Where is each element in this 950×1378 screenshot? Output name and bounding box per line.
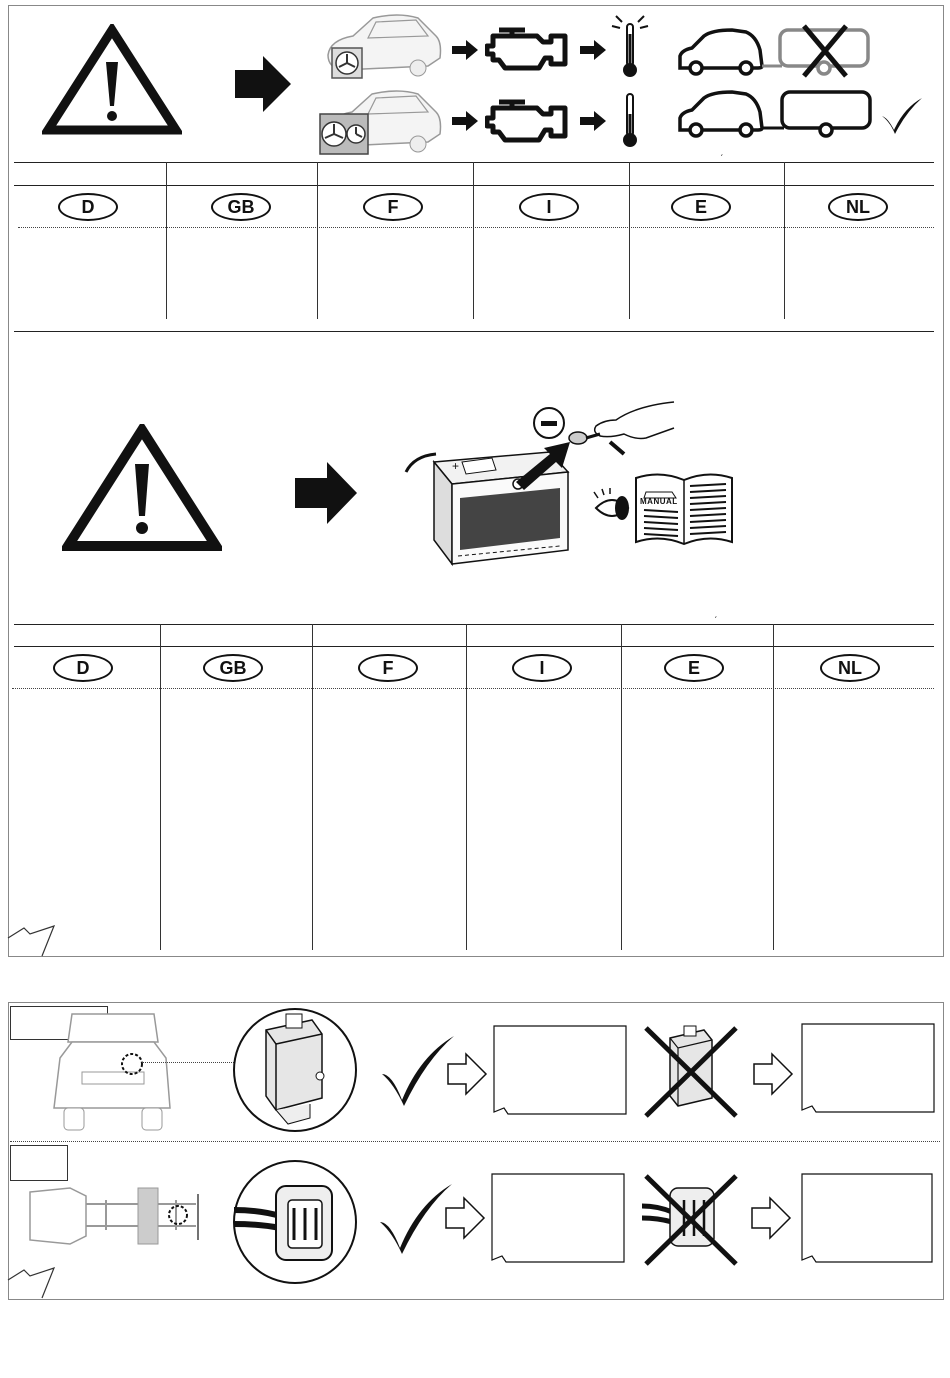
language-badge-f: F — [363, 193, 423, 221]
connector-zoom-icon — [230, 1158, 360, 1286]
checkmark-icon — [880, 96, 924, 136]
small-arrow-icon — [580, 40, 606, 60]
language-badge-f: F — [358, 654, 418, 682]
engine-icon — [485, 96, 569, 146]
small-arrow-icon — [452, 40, 478, 60]
language-badge-i: I — [519, 193, 579, 221]
relay-module-zoom-icon — [232, 1006, 358, 1134]
accent-mark: ˊ — [720, 154, 724, 165]
checkmark-icon — [378, 1182, 454, 1256]
small-arrow-icon — [580, 111, 606, 131]
text-box — [800, 1022, 936, 1114]
car-with-trailer-icon — [676, 88, 876, 148]
column-divider — [629, 162, 630, 319]
text-box — [492, 1024, 628, 1116]
warning-triangle-icon — [42, 24, 182, 136]
outline-arrow-icon — [444, 1196, 486, 1240]
car-front-large-radiator-icon — [316, 86, 444, 158]
column-divider — [784, 162, 785, 319]
text-box — [800, 1172, 934, 1264]
table-top-rule — [14, 162, 934, 163]
torn-corner — [6, 1266, 58, 1300]
outline-arrow-icon — [750, 1196, 792, 1240]
table-top-rule — [14, 646, 934, 647]
column-divider — [466, 624, 467, 950]
table-top-rule — [14, 185, 934, 186]
thermometer-icon — [610, 90, 650, 150]
disconnect-arrow-icon — [516, 440, 572, 490]
small-arrow-icon — [452, 111, 478, 131]
manual-book-label: MANUAL — [640, 497, 678, 506]
column-divider — [317, 162, 318, 319]
language-badge-d: D — [53, 654, 113, 682]
language-badge-e: E — [671, 193, 731, 221]
eye-icon — [592, 488, 634, 528]
car-front-radiator-icon — [318, 10, 443, 82]
column-divider — [312, 624, 313, 950]
right-arrow-icon — [295, 462, 357, 524]
truck-chassis-top-view-icon — [26, 1178, 208, 1258]
column-divider — [773, 624, 774, 950]
callout-line — [142, 1062, 234, 1063]
vehicle-type-label-box — [10, 1145, 68, 1181]
warning-triangle-icon — [62, 424, 222, 552]
outline-arrow-icon — [752, 1052, 794, 1096]
language-badge-gb: GB — [203, 654, 263, 682]
language-badge-e: E — [664, 654, 724, 682]
car-rear-open-trunk-icon — [50, 1012, 175, 1136]
column-divider — [166, 162, 167, 319]
table-dotted-rule — [12, 688, 934, 689]
bottom-panel-divider — [10, 1141, 940, 1142]
connector-not-allowed-icon — [640, 1170, 744, 1270]
right-arrow-icon — [235, 56, 291, 112]
language-badge-i: I — [512, 654, 572, 682]
text-box — [490, 1172, 626, 1264]
column-divider — [621, 624, 622, 950]
table-top-rule — [14, 624, 934, 625]
table-bottom-rule — [14, 331, 934, 332]
language-badge-nl: NL — [828, 193, 888, 221]
svg-text:+: + — [452, 459, 460, 473]
language-badge-gb: GB — [211, 193, 271, 221]
checkmark-icon — [380, 1034, 456, 1108]
minus-terminal-badge — [533, 407, 565, 439]
column-divider — [160, 624, 161, 950]
thermometer-hot-icon — [610, 12, 650, 80]
hand-removing-terminal-icon — [566, 398, 676, 458]
manual-book-icon — [632, 470, 736, 550]
outline-arrow-icon — [446, 1052, 488, 1096]
car-with-trailer-not-allowed-icon — [676, 22, 876, 82]
language-badge-nl: NL — [820, 654, 880, 682]
accent-mark: ˊ — [714, 616, 718, 627]
relay-module-not-allowed-icon — [640, 1022, 744, 1122]
language-badge-d: D — [58, 193, 118, 221]
torn-corner — [6, 924, 58, 958]
column-divider — [473, 162, 474, 319]
table-dotted-rule — [18, 227, 934, 228]
engine-icon — [485, 24, 569, 74]
